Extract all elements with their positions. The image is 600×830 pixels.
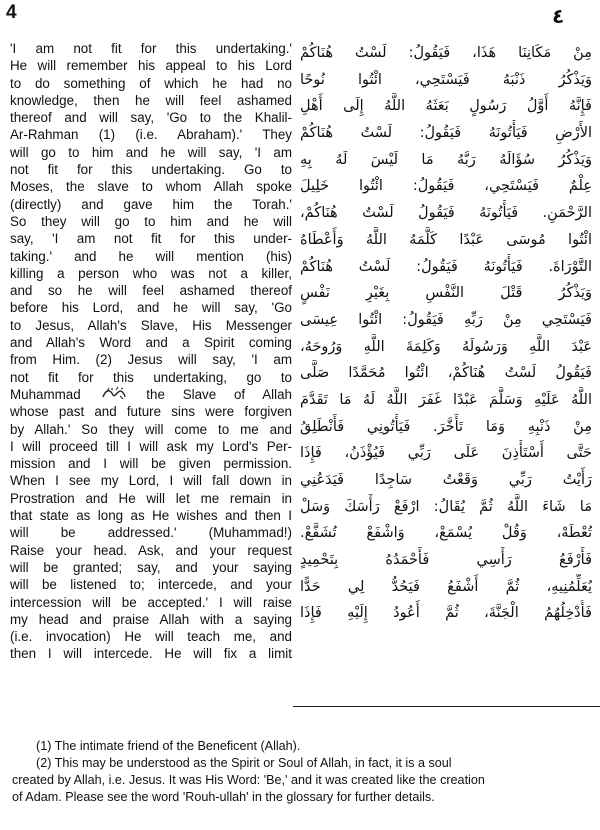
arabic-line: الأَرْضِ فَيَأْتُونَهُ فَيَقُولُ: لَسْتُ هُنَاكُمْ — [300, 125, 592, 142]
english-line: I will proceed till I will ask my Lord's Per- — [10, 438, 292, 454]
english-line: then I will intercede. He will fix a limit — [10, 646, 292, 662]
english-line: will go to him and he will say, 'I am — [10, 144, 292, 160]
english-line: will be granted; say, and your saying — [10, 559, 292, 575]
english-line: will be listened to; intercede, and your — [10, 577, 292, 593]
english-line: by Allah.' So they will come to me and — [10, 421, 292, 437]
arabic-line: وَيَذْكُرُ ذَنْبَهُ فَيَسْتَحِي، ائْتُوا نُوحًا — [300, 71, 592, 88]
english-line: say, 'I am not fit for this under- — [10, 231, 292, 247]
english-line: will be addressed.' (Muhammad!) — [10, 525, 292, 541]
english-line: knowledge, then he will feel ashamed — [10, 92, 292, 108]
arabic-line: التَّوْرَاةَ. فَيَأْتُونَهُ فَيَقُولُ: لَسْتُ هُنَاكُمْ — [300, 258, 592, 275]
english-line: my head and praise Allah with a saying — [10, 611, 292, 627]
arabic-line: فَأَرْفَعُ رَأْسِي فَأَحْمَدُهُ بِتَحْمِيدٍ — [300, 552, 592, 569]
arabic-line: مِنْ ذَنْبِهِ وَمَا تَأَخَّرَ. فَيَأْتُونِي فَأَنْطَلِقُ — [300, 418, 592, 435]
english-line: (i.e. invocation) He will teach me, and — [10, 629, 292, 645]
english-line: and so he will feel ashamed thereof — [10, 283, 292, 299]
english-line: So they will go to him and he will — [10, 213, 292, 229]
arabic-line: فَإِنَّهُ أَوَّلُ رَسُولٍ بَعَثَهُ اللَّهُ إِلَى أَهْلِ — [300, 98, 592, 115]
footnote-1: (1) The intimate friend of the Beneficent (Allah). — [36, 739, 301, 753]
salutation-seal-icon — [101, 386, 127, 403]
english-line: Prostration and He will let me remain in — [10, 490, 292, 506]
english-line: and Allah's Word and a Spirit coming — [10, 335, 292, 351]
arabic-line: فَيَسْتَحِي مِنْ رَبِّهِ فَيَقُولُ: ائْتُوا عِيسَى — [300, 311, 592, 328]
english-line: 'I am not fit for this undertaking.' — [10, 41, 292, 56]
arabic-line: اللَّهُ عَلَيْهِ وَسَلَّمَ عَبْدًا غَفَرَ اللَّهُ لَهُ مَا تَقَدَّمَ — [300, 391, 592, 408]
footnote-2-cont: created by Allah, i.e. Jesus. It was His Word: 'Be,' and it was created like the creation — [12, 773, 485, 787]
page-number-arabic: ٤ — [552, 4, 565, 28]
english-line: When I see my Lord, I will fall down in — [10, 473, 292, 489]
english-line: Raise your head. Ask, and your request — [10, 542, 292, 558]
page-number-latin: 4 — [6, 2, 17, 23]
english-line: whose past and future sins were forgiven — [10, 404, 292, 420]
english-line: intercession will be accepted.' I will raise — [10, 594, 292, 610]
english-line: not fit for this undertaking. Go to — [10, 162, 292, 178]
arabic-line: الرَّحْمَنِ. فَيَأْتُونَهُ فَيَقُولُ لَسْتُ هُنَاكُمْ، — [300, 205, 592, 222]
english-line-muhammad — [10, 386, 292, 403]
english-line: that state as long as He wishes and then I — [10, 508, 292, 524]
arabic-line: عَبْدَ اللَّهِ وَرَسُولَهُ وَكَلِمَةَ اللَّهِ وَرُوحَهُ، — [300, 338, 592, 355]
english-line: from Him. (2) Jesus will say, 'I am — [10, 352, 292, 368]
english-line: to do something of which he had no — [10, 75, 292, 91]
english-line: Ar-Rahman (1) (i.e. Abraham).' They — [10, 127, 292, 143]
arabic-line: مَا شَاءَ اللَّهُ ثُمَّ يُقَالُ: ارْفَعْ رَأْسَكَ وَسَلْ — [300, 498, 592, 515]
english-line: taking.' and he will mention (his) — [10, 248, 292, 264]
arabic-text-column — [300, 40, 592, 627]
arabic-line: فَأُدْخِلُهُمُ الْجَنَّةَ، ثُمَّ أَعُودُ إِلَيْهِ فَإِذَا — [300, 605, 592, 622]
english-line: before his Lord, and he will say, 'Go — [10, 300, 292, 316]
arabic-line: وَيَذْكُرُ سُؤَالَهُ رَبَّهُ مَا لَيْسَ لَهُ بِهِ — [300, 151, 592, 168]
english-translation-column — [10, 40, 292, 663]
footnote-2-cont: of Adam. Please see the word 'Rouh-ullah' in the glossary for further details. — [12, 790, 435, 804]
english-line: (directly) and gave him the Torah.' — [10, 196, 292, 212]
english-line: killing a person who was not a killer, — [10, 265, 292, 281]
arabic-line: يُعَلِّمُنِيهِ، ثُمَّ أَشْفَعُ فَيَحُدُّ لِي حَدًّا — [300, 578, 592, 595]
footnotes — [12, 738, 592, 806]
arabic-line: رَأَيْتُ رَبِّي وَقَعْتُ سَاجِدًا فَيَدَعُنِي — [300, 472, 592, 488]
english-line: to Jesus, Allah's Slave, His Messenger — [10, 317, 292, 333]
english-line: not fit for this undertaking, go to — [10, 369, 292, 385]
english-line-muhammad-suffix: the Slave of Allah — [146, 387, 292, 403]
arabic-line: تُعْطَهْ، وَقُلْ يُسْمَعْ، وَاشْفَعْ تُشَفَّعْ. — [300, 525, 592, 542]
arabic-line: ائْتُوا مُوسَى عَبْدًا كَلَّمَهُ اللَّهُ وَأَعْطَاهُ — [300, 231, 592, 248]
english-line: Moses, the slave to whom Allah spoke — [10, 179, 292, 195]
english-line-muhammad-name: Muhammad — [10, 387, 81, 403]
column-end-rule — [293, 706, 600, 707]
arabic-line: عِلْمٌ فَيَسْتَحِي، فَيَقُولُ: ائْتُوا خَلِيلَ — [300, 178, 592, 195]
footnote-2: (2) This may be understood as the Spirit or Soul of Allah, in fact, it is a soul — [36, 756, 452, 770]
arabic-line: مِنْ مَكَانِنَا هَذَا، فَيَقُولُ: لَسْتُ هُنَاكُمْ — [300, 45, 592, 61]
arabic-line: فَيَقُولُ لَسْتُ هُنَاكُمْ، ائْتُوا مُحَمَّدًا صَلَّى — [300, 365, 592, 382]
english-line: He will remember his appeal to his Lord — [10, 58, 292, 74]
english-line: mission and I will be given permission. — [10, 456, 292, 472]
english-line: thereof and will say, 'Go to the Khalil- — [10, 110, 292, 126]
arabic-line: حَتَّى أَسْتَأْذِنَ عَلَى رَبِّي فَيُؤْذَنُ، فَإِذَا — [300, 445, 592, 462]
arabic-line: وَيَذْكُرُ قَتْلَ النَّفْسِ بِغَيْرِ نَفْسٍ — [300, 285, 592, 302]
